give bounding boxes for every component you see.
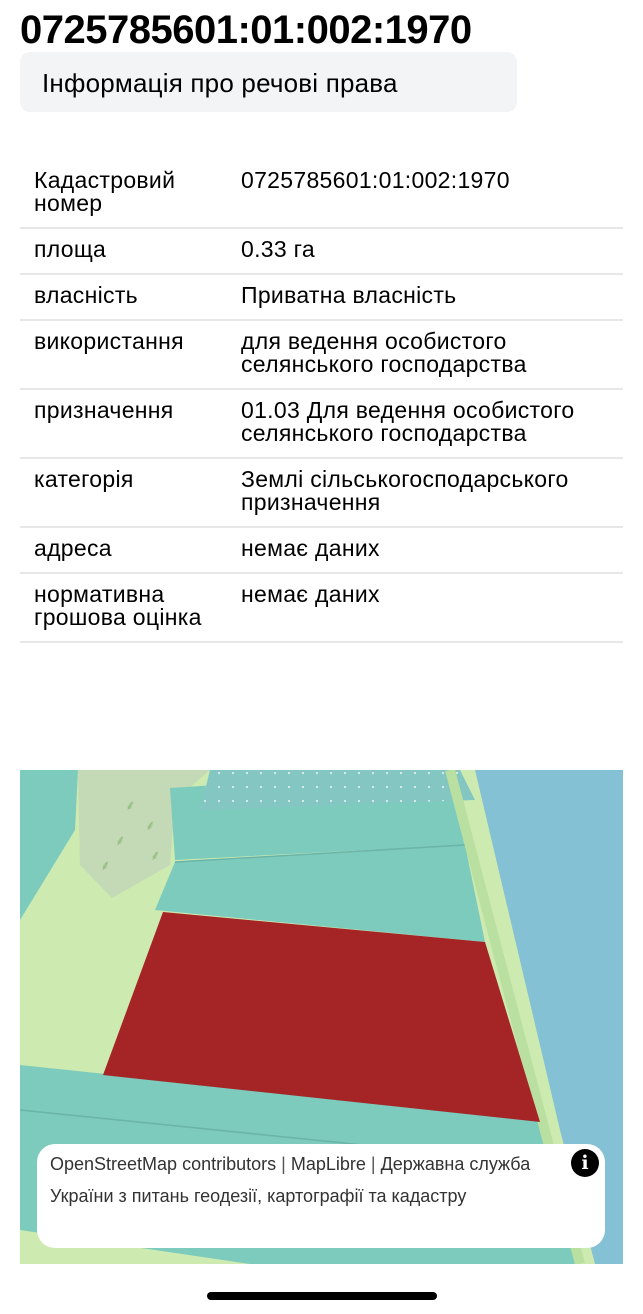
detail-value: немає даних — [227, 573, 623, 642]
detail-row-ownership — [20, 274, 623, 320]
detail-key: площа — [20, 228, 227, 274]
svg-text:⸙: ⸙ — [150, 847, 161, 863]
osm-attribution-link[interactable]: OpenStreetMap contributors — [50, 1154, 277, 1174]
detail-key: власність — [20, 274, 227, 320]
detail-value: 0.33 га — [227, 228, 623, 274]
parcel-details-table — [20, 160, 623, 643]
detail-key: використання — [20, 320, 227, 389]
detail-row-category — [20, 458, 623, 527]
svg-text:⸙: ⸙ — [115, 832, 126, 848]
detail-row-valuation — [20, 573, 623, 642]
detail-value: немає даних — [227, 527, 623, 573]
page-title: 0725785601:01:002:1970 — [20, 8, 472, 52]
detail-row-area — [20, 228, 623, 274]
tab-property-rights[interactable] — [20, 52, 517, 112]
detail-row-purpose — [20, 389, 623, 458]
svg-text:⸙: ⸙ — [145, 817, 156, 833]
detail-key: категорія — [20, 458, 227, 527]
detail-value: Приватна власність — [227, 274, 623, 320]
detail-value: для ведення особистого селянського господарства — [227, 320, 623, 389]
home-indicator[interactable] — [207, 1292, 437, 1300]
info-icon[interactable]: i — [571, 1149, 599, 1177]
detail-key: призначення — [20, 389, 227, 458]
detail-value: Землі сільськогосподарського призначення — [227, 458, 623, 527]
tab-label: Інформація про речові права — [42, 68, 398, 98]
svg-text:⸙: ⸙ — [125, 797, 136, 813]
detail-row-address — [20, 527, 623, 573]
detail-row-usage — [20, 320, 623, 389]
detail-key: адреса — [20, 527, 227, 573]
detail-key: Кадастровий номер — [20, 160, 227, 228]
detail-value: 01.03 Для ведення особистого селянського господарства — [227, 389, 623, 458]
svg-text:⸙: ⸙ — [100, 857, 111, 873]
detail-key: нормативна грошова оцінка — [20, 573, 227, 642]
agency-attribution: Державна служба України з питань геодезії, картографії та кадастру — [50, 1154, 531, 1206]
map-attribution: OpenStreetMap contributors | MapLibre | Державна служба України з питань геодезії, картографії та кадастру — [37, 1144, 605, 1248]
detail-row-cadastral-number — [20, 160, 623, 228]
detail-value: 0725785601:01:002:1970 — [227, 160, 623, 228]
maplibre-attribution-link[interactable]: MapLibre — [290, 1154, 366, 1174]
